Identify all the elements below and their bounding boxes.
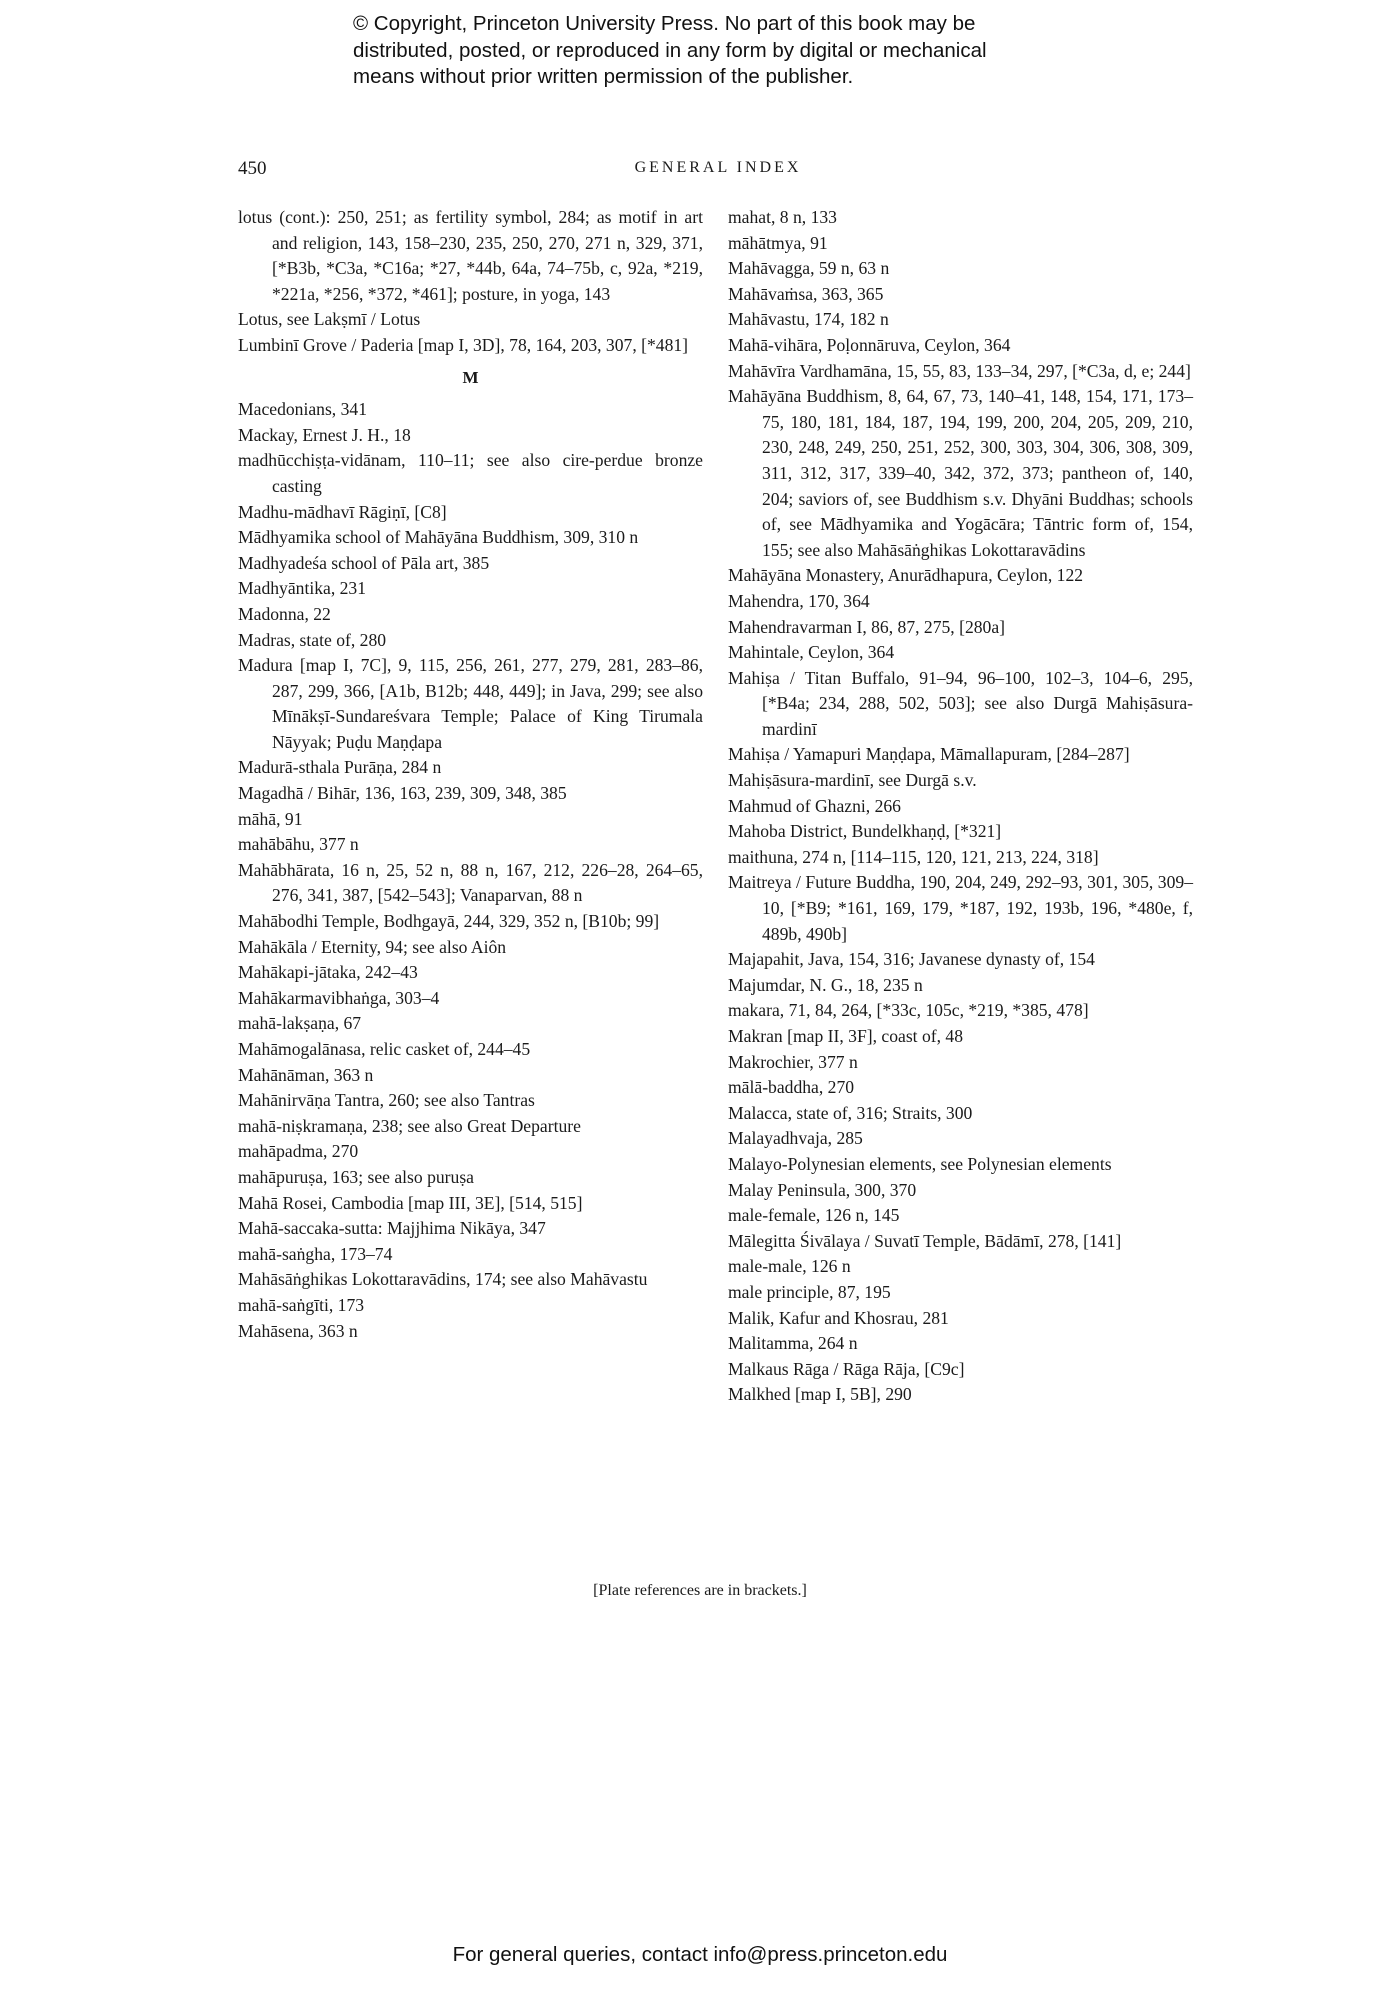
index-entry: Mackay, Ernest J. H., 18 [238,424,411,445]
index-entry: Mahiṣāsura-mardinī, see Durgā s.v. [728,770,977,791]
index-entry: mahāpuruṣa, 163; see also puruṣa [238,1166,474,1187]
index-entry: male principle, 87, 195 [728,1281,891,1302]
index-entry: Mahāvastu, 174, 182 n [728,309,889,330]
index-entry: Malay Peninsula, 300, 370 [728,1179,917,1200]
index-entry: Lumbinī Grove / Paderia [map I, 3D], 78, 164, 203, 307, [*481] [238,334,689,355]
index-entry: mahāpadma, 270 [238,1141,359,1162]
index-entry: Lotus, see Lakṣmī / Lotus [238,309,421,330]
index-entry: mahā-lakṣaṇa, 67 [238,1013,362,1034]
index-entry: makara, 71, 84, 264, [*33c, 105c, *219, *385, 478] [728,1000,1089,1021]
index-entry: Malik, Kafur and Khosrau, 281 [728,1307,949,1328]
index-entry: Makrochier, 377 n [728,1051,858,1072]
index-entry: Mahākarmavibhaṅga, 303–4 [238,987,440,1008]
index-entry: Mālegitta Śivālaya / Suvatī Temple, Bādāmī, 278, [141] [728,1230,1122,1251]
index-entry: Malkaus Rāga / Rāga Rāja, [C9c] [728,1358,965,1379]
index-entry: māhātmya, 91 [728,232,828,253]
index-entry: Macedonians, 341 [238,399,367,420]
index-entry: mahā-saṅgha, 173–74 [238,1243,393,1264]
index-entry: Mahā-saccaka-sutta: Majjhima Nikāya, 347 [238,1218,546,1239]
index-entry: Madhyāntika, 231 [238,578,367,599]
index-column-left [238,205,703,1344]
index-entry: Mahendravarman I, 86, 87, 275, [280a] [728,616,1006,637]
index-entry: Madurā-sthala Purāṇa, 284 n [238,757,442,778]
index-entry: Mahābhārata, 16 n, 25, 52 n, 88 n, 167, 212, 226–28, 264–65, 276, 341, 387, [542–543]; Vanaparvan, 88 n [238,859,703,906]
index-entry: Mahendra, 170, 364 [728,590,870,611]
index-entry: Mahābodhi Temple, Bodhgayā, 244, 329, 352 n, [B10b; 99] [238,911,660,932]
contact-footer: For general queries, contact info@press.princeton.edu [452,1943,948,1966]
index-entry: Mahiṣa / Titan Buffalo, 91–94, 96–100, 102–3, 104–6, 295, [*B4a; 234, 288, 502, 503]; see also Durgā Mahiṣāsura-mardinī [728,667,1193,739]
copyright-notice [353,11,1253,91]
index-entry: Mahānirvāṇa Tantra, 260; see also Tantras [238,1090,535,1111]
index-entry: Mahoba District, Bundelkhaṇḍ, [*321] [728,821,1002,842]
index-entry: Mahāyāna Buddhism, 8, 64, 67, 73, 140–41, 148, 154, 171, 173–75, 180, 181, 184, 187, 194, 199, 200, 204, 205, 209, 210, 230, 248, 249, 250, 251, 252, 300, 303, 304, 306, 308, 309, 311, 312, 317, 339–40, 342, 372, 373; pantheon of, 140, 204; saviors of, see Buddhism s.v. Dhyāni Buddhas; schools of, see Mādhyamika and Yogācāra; Tāntric form of, 154, 155; see also Mahāsāṅghikas Lokottaravādins [728,386,1193,560]
index-entry: Malitamma, 264 n [728,1333,858,1354]
index-entry: Mahmud of Ghazni, 266 [728,795,901,816]
index-entry: lotus (cont.): 250, 251; as fertility symbol, 284; as motif in art and religion, 143, 158–230, 235, 250, 270, 271 n, 329, 371, [*B3b, *C3a, *C16a; *27, *44b, 64a, 74–75b, c, 92a, *219, *221a, *256, *372, *461]; posture, in yoga, 143 [238,207,703,304]
index-entry: mahat, 8 n, 133 [728,207,837,227]
index-entry: Makran [map II, 3F], coast of, 48 [728,1026,964,1046]
index-entry: Majumdar, N. G., 18, 235 n [728,974,923,995]
index-entry: Mahā Rosei, Cambodia [map III, 3E], [514, 515] [238,1192,583,1213]
index-entry: Majapahit, Java, 154, 316; Javanese dynasty of, 154 [728,949,1095,970]
index-entry: Mahākapi-jātaka, 242–43 [238,962,418,983]
index-entry: Magadhā / Bihār, 136, 163, 239, 309, 348, 385 [238,783,567,804]
index-entry: Mahāmogalānasa, relic casket of, 244–45 [238,1039,531,1059]
index-entry: Malayo-Polynesian elements, see Polynesian elements [728,1153,1112,1174]
index-entry: Madonna, 22 [238,603,331,624]
index-entry: maithuna, 274 n, [114–115, 120, 121, 213, 224, 318] [728,846,1099,867]
index-entry: male-male, 126 n [728,1256,851,1277]
index-entry: Mahāvīra Vardhamāna, 15, 55, 83, 133–34, 297, [*C3a, d, e; 244] [728,360,1191,381]
index-entry: madhūcchiṣṭa-vidānam, 110–11; see also cire-perdue bronze casting [238,450,703,496]
index-entry: Mahāsāṅghikas Lokottaravādins, 174; see also Mahāvastu [238,1269,648,1290]
index-entry: Mādhyamika school of Mahāyāna Buddhism, 309, 310 n [238,527,639,548]
index-entry: mahā-niṣkramaṇa, 238; see also Great Departure [238,1115,581,1136]
index-entry: Mahāvaṁsa, 363, 365 [728,283,884,304]
index-column-right [728,205,1193,1408]
index-entry: Mahāsena, 363 n [238,1320,358,1341]
index-entry: Mahiṣa / Yamapuri Maṇḍapa, Māmallapuram, [284–287] [728,744,1130,765]
page-number: 450 [238,158,267,179]
index-entry: Madhu-mādhavī Rāgiṇī, [C8] [238,501,447,522]
index-entry: Malacca, state of, 316; Straits, 300 [728,1102,973,1123]
page-header [238,158,1198,184]
index-entry: Mahāvagga, 59 n, 63 n [728,258,890,279]
index-entry: mahābāhu, 377 n [238,834,359,855]
index-entry: mālā-baddha, 270 [728,1077,855,1098]
index-entry: māhā, 91 [238,808,303,829]
index-entry: mahā-saṅgīti, 173 [238,1294,365,1315]
index-entry: male-female, 126 n, 145 [728,1205,900,1226]
index-entry: Mahāyāna Monastery, Anurādhapura, Ceylon, 122 [728,565,1084,586]
index-entry: Madura [map I, 7C], 9, 115, 256, 261, 277, 279, 281, 283–86, 287, 299, 366, [A1b, B12b; 448, 449]; in Java, 299; see also Mīnākṣī-Sundareśvara Temple; Palace of King Tirumala Nāyyak; Puḍu Maṇḍapa [238,655,703,752]
index-entry: Malkhed [map I, 5B], 290 [728,1384,912,1405]
index-entry: Mahākāla / Eternity, 94; see also Aiôn [238,936,507,957]
copyright-line-2: distributed, posted, or reproduced in any form by digital or mechanical [353,38,987,62]
index-entry: Madras, state of, 280 [238,629,387,650]
index-entry: Madhyadeśa school of Pāla art, 385 [238,552,490,573]
copyright-line-3: means without prior written permission of the publisher. [353,65,854,88]
plate-note: [Plate references are in brackets.] [593,1582,807,1599]
index-entry: Malayadhvaja, 285 [728,1128,863,1149]
copyright-line-1: © Copyright, Princeton University Press. No part of this book may be [353,12,976,35]
index-entry: Mahānāman, 363 n [238,1064,374,1085]
index-entry: Mahā-vihāra, Poḷonnāruva, Ceylon, 364 [728,334,1011,355]
index-entry: Maitreya / Future Buddha, 190, 204, 249, 292–93, 301, 305, 309–10, [*B9; *161, 169, 179, *187, 192, 193b, 196, *480e, f, 489b, 490b] [728,872,1193,944]
index-letter-heading: M [462,367,479,387]
index-entry: Mahintale, Ceylon, 364 [728,642,895,663]
running-head: GENERAL INDEX [634,159,802,176]
